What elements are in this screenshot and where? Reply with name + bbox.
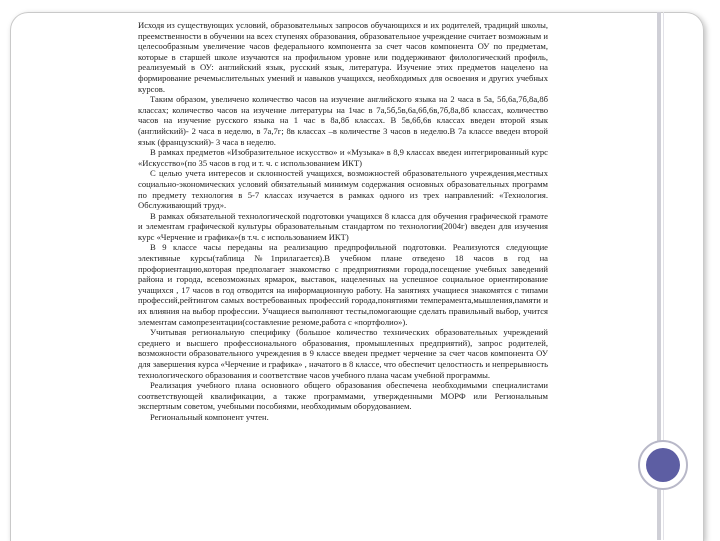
decorative-circle-icon — [646, 448, 680, 482]
paragraph-technology: С целью учета интересов и склонностей учащихся, возможностей образовательного учреждения,местных социально-экономических условий обязательный минимум содержания основных образовательных программ по предмету технология в 5-7 классах изучается в рамках одного из трех направлений: «Технология. Обслуживающий труд». — [138, 168, 548, 211]
paragraph-grade9: В 9 классе часы переданы на реализацию предпрофильной подготовки. Реализуются следующие элективные курсы(таблица №1прилагается).В учебном плане отведено 18 часов в год на профориентацию,которая предполагает знакомство с предприятиями города,посещение учебных заведений района и города, всевозможных ярмарок, выставок, нацеленных на успешное социальное ориентирование учащихся , 17 часов в год отводится на информационную работу. На занятиях учащиеся знакомятся с типами профессий,рейтингом самых востребованных профессий города,понятиями темперамента,мышления,памяти и их влияния на выбор профессии. Учащиеся выполняют тесты,помогающие сделать правильный выбор, учится элементам самопрезентации(составление резюме,работа с «портфолио»). — [138, 242, 548, 327]
document-body — [138, 20, 548, 423]
paragraph-component: Региональный компонент учтен. — [150, 411, 269, 422]
paragraph-intro: Исходя из существующих условий, образовательных запросов обучающихся и их родителей, традиций школы, преемственности в обучении на всех ступенях образования, образовательное учреждение считает возможным и целесообразным увеличение часов федерального компонента за счет часов компонента ОУ по предметам, которые в старшей школе изучаются на профильном уровне или поддерживают филологический профиль, реализуемый в ОУ: английский язык, русский язык, литература. Изучение этих предметов нацелено на формирование речемыслительных умений и навыков учащихся, необходимых для освоения и других учебных курсов. — [138, 20, 548, 94]
paragraph-hours: Таким образом, увеличено количество часов на изучение английского языка на 2 часа в 5а, 5б,6а,7б,8а,8б классах; количество часов на изучение литературы на 1час в 7а,5б,5в,6а,6б,6в,7б,8а,8б классах, количество часов на изучение русского языка на 1 час в 8а,8б классах. В 5в,6б,6в классах введен второй язык (английский)- 2 часа в неделю, в 7а,7г; 8в классах –в количестве 3 часов в неделю.В 7а классе введен второй язык (французский)- 3 часа в неделю. — [138, 94, 548, 147]
paragraph-drawing: В рамках обязательной технологической подготовки учащихся 8 класса для обучения графической грамоте и элементам графической культуры образовательным стандартом по технологии(2004г) введен для изучения курс «Черчение и графика»(в т.ч. с использованием ИКТ) — [138, 210, 548, 242]
paragraph-regional: Учитывая региональную специфику (большое количество технических образовательных учреждений среднего и высшего профессионального образования, промышленных предприятий), запрос родителей, возможности образовательного учреждения в 9 классе введен предмет черчение за счет часов компонента ОУ для завершения курса «Черчение и графика» , начатого в 8 классе, что обеспечит целостность и непрерывность технологического образования и соответствие часов учебного плана часам учебной программы. — [138, 327, 548, 380]
paragraph-art: В рамках предметов «Изобразительное искусство» и «Музыка» в 8,9 классах введен интегрированный курс «Искусство»(по 35 часов в год и т. ч. с использованием ИКТ) — [138, 147, 548, 168]
paragraph-implementation: Реализация учебного плана основного общего образования обеспечена необходимыми специалистами соответствующей квалификации, а также программами, утвержденными МОРФ или Региональным экспертным советом, учебными пособиями, необходимым оборудованием. — [138, 380, 548, 412]
